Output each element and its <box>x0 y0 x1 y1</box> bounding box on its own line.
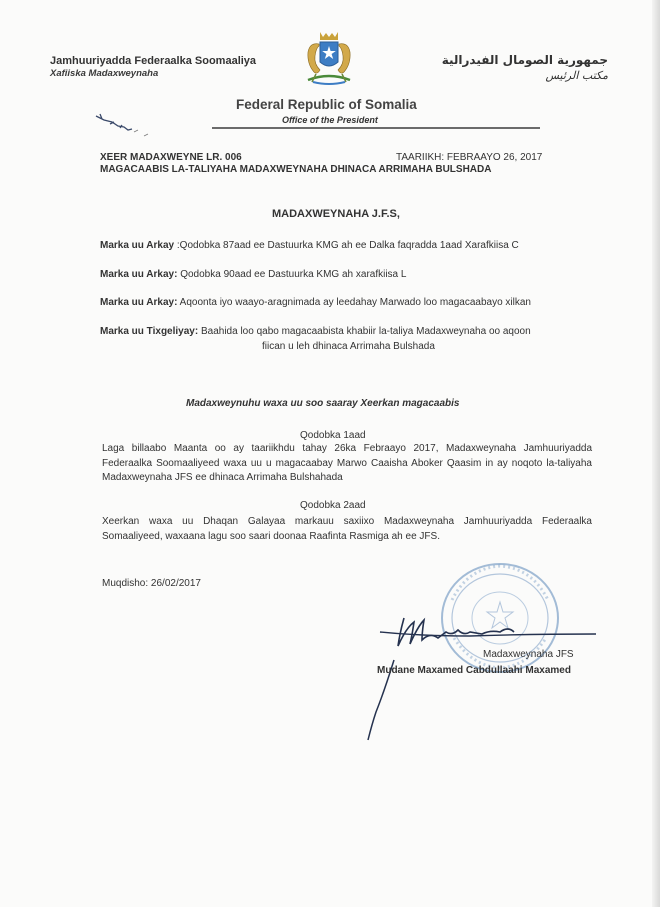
issuance-statement: Madaxweynuhu waxa uu soo saaray Xeerkan magacaabis <box>186 398 460 409</box>
page-edge-shadow <box>652 0 660 907</box>
consideration-text: :Qodobka 87aad ee Dastuurka KMG ah ee Dalka faqradda 1aad Xarafkiisa C <box>174 240 519 251</box>
article-2-body: Xeerkan waxa uu Dhaqan Galayaa markauu saxiixo Madaxweynaha Jamhuuriyadda Federaalka Somaaliyeed, waxaana lagu soo saari doonaa Raafinta Rasmiga ah ee JFS. <box>102 516 592 542</box>
consideration-4-continuation: fiican u leh dhinaca Arrimaha Bulshada <box>262 341 435 352</box>
decree-date: TAARIIKH: FEBRAAYO 26, 2017 <box>396 152 543 163</box>
consideration-text: Baahida loo qabo magacaabista khabiir la-taliya Madaxweynaha oo aqoon <box>198 326 531 337</box>
article-1-heading: Qodobka 1aad <box>300 430 366 441</box>
somalia-coat-of-arms-icon <box>298 30 360 88</box>
page-title: Federal Republic of Somalia <box>236 97 417 112</box>
article-2-heading: Qodobka 2aad <box>300 500 366 511</box>
consideration-text: Qodobka 90aad ee Dastuurka KMG ah xarafkiisa L <box>177 269 407 280</box>
consideration-2 <box>100 266 600 283</box>
pen-mark-scribble <box>92 110 162 140</box>
header-divider <box>212 127 540 129</box>
page-subtitle: Office of the President <box>282 115 378 125</box>
header-somali-country: Jamhuuriyadda Federaalka Soomaaliya <box>50 55 257 67</box>
consideration-4 <box>100 323 600 340</box>
place-and-date: Muqdisho: 26/02/2017 <box>102 578 201 589</box>
header-arabic-country: جمهورية الصومال الفيدرالية <box>441 53 608 67</box>
article-1-body: Laga billaabo Maanta oo ay taariikhdu tahay 26ka Febraayo 2017, Madaxweynaha Jamhuuriyadda Federaalka Soomaaliyeed waxa uu u magacaabay Marwo Caaisha Aboker Qaasim in ay noqoto la-taliyaha Madaxweynaha JFS ee dhinaca Arrimaha Bulshahada <box>102 443 592 483</box>
header-arabic-office: مكتب الرئيس <box>545 69 608 82</box>
consideration-label: Marka uu Arkay: <box>100 269 178 280</box>
header-somali-office: Xafiiska Madaxweynaha <box>50 68 159 79</box>
consideration-1 <box>100 237 600 254</box>
decree-title: MAGACAABIS LA-TALIYAHA MADAXWEYNAHA DHINACA ARRIMAHA BULSHADA <box>100 164 492 175</box>
signatory-name: Mudane Maxamed Cabdullaahi Maxamed <box>377 665 571 676</box>
president-heading: MADAXWEYNAHA J.F.S, <box>272 208 400 220</box>
consideration-text: Aqoonta iyo waayo-aragnimada ay leedahay Marwado loo magacaabayo xilkan <box>177 297 531 308</box>
consideration-label: Marka uu Tixgeliyay: <box>100 326 199 337</box>
consideration-3 <box>100 294 600 311</box>
handwritten-signature <box>360 602 600 752</box>
consideration-label: Marka uu Arkay: <box>100 297 178 308</box>
signatory-role: Madaxweynaha JFS <box>483 649 574 660</box>
decree-number: XEER MADAXWEYNE LR. 006 <box>100 152 242 163</box>
consideration-label: Marka uu Arkay <box>100 240 175 251</box>
